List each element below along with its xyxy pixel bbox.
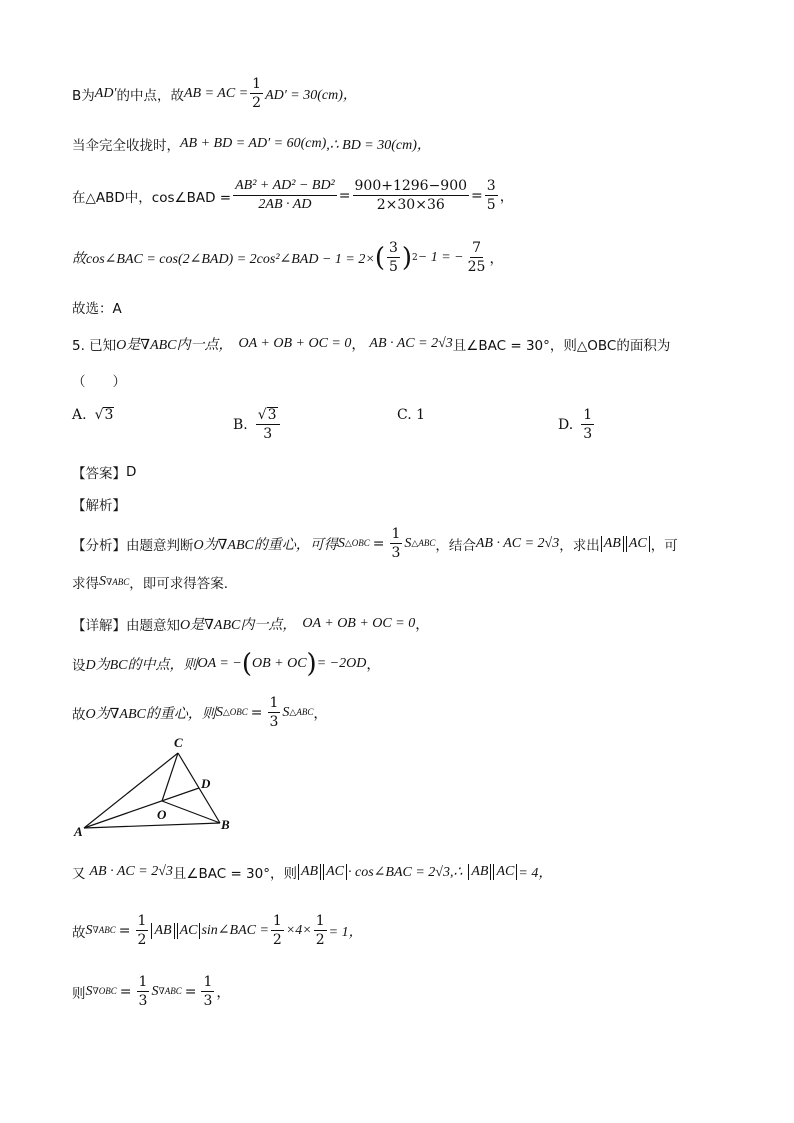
question-number: 5. 已知 — [72, 338, 117, 354]
fraction: $\frac{1}{3}$ — [269, 695, 279, 730]
text: 当伞完全收拢时， — [72, 138, 180, 154]
analysis-label: 【解析】 — [72, 498, 126, 514]
fraction: $\frac{7}{25}$ — [467, 240, 486, 275]
math: ,∴ BD = 30(cm)， — [326, 138, 431, 153]
math: AB + BD = AD′ = 60(cm) — [180, 136, 327, 151]
paren: ) — [401, 242, 413, 273]
analysis-line-2: 求得 S ∇ABC ，即可求得答案. — [72, 574, 229, 592]
math: O是 — [116, 338, 141, 353]
fraction: $\frac{1}{2}$ — [272, 913, 282, 948]
label-b: B — [221, 817, 230, 832]
label-o: O — [157, 807, 167, 822]
question-paren: （ ） — [72, 374, 126, 390]
comma: ， — [499, 188, 514, 205]
line-1 — [72, 76, 357, 111]
label-d: D — [201, 776, 211, 791]
option-a: A. √ 3 — [72, 407, 114, 423]
fraction: $\frac{3}{5}$ — [388, 240, 398, 275]
analysis-line-1: 【分析】由题意判断 O为 ∇ABC的重心，可得 S △OBC = $\frac{1}{3}$ S △ABC ，结合 AB · AC = 2√3 ，求出 AB AC ，可 — [72, 526, 678, 561]
line-2 — [72, 134, 431, 154]
text: B为 — [72, 87, 95, 104]
math: ∇ABC内一点， — [140, 338, 233, 353]
math: AD′ — [94, 85, 117, 101]
fraction: $\frac{\text{AB² + AD² − BD²}}{2AB \cdot AD}$ — [235, 178, 335, 212]
equals: = — [338, 187, 351, 204]
label-c: C — [174, 735, 183, 750]
line-4 — [72, 240, 503, 275]
segment-oc — [162, 753, 178, 801]
detail-line-5: 故 S ∇ABC = $\frac{1}{2}$ AB AC sin∠BAC = $\frac{1}{2}$ ×4× $\frac{1}{2}$ = 1， — [72, 913, 363, 948]
detail-line-2: 设 D为 BC的中点，则 OA = − ( OB + OC ) = −2 OD ， — [72, 649, 381, 679]
answer-label: 【答案】 — [72, 466, 126, 482]
detail-line-1: 【详解】由题意知 O是 ∇ABC内一点， OA + OB + OC = 0 ， — [72, 616, 430, 634]
detail-line-6: 则 S ∇OBC = $\frac{1}{3}$ S ∇ABC = $\frac{1}{3}$ ， — [72, 974, 231, 1009]
answer-value: D — [126, 464, 137, 480]
math: − 1 = − — [417, 249, 464, 265]
fraction: $\frac{3}{5}$ — [486, 178, 496, 213]
vector-equation: OA + OB + OC = 0 — [238, 336, 352, 351]
option-b: B. √ 3 3 — [233, 407, 282, 442]
line-3 — [72, 178, 514, 213]
edge-ab — [84, 823, 220, 828]
comma: ， — [351, 337, 366, 353]
fraction: $\frac{900+1296-900}{2\times 30\times 36}$ — [354, 178, 468, 213]
option-c: C. 1 — [397, 407, 426, 423]
triangle-figure — [72, 733, 242, 838]
option-d: D. $\frac{1}{3}$ — [558, 407, 593, 442]
text: 在△ABD中，cos∠BAD = — [72, 189, 232, 206]
math: AD′ = 30(cm)， — [265, 87, 357, 103]
label-a: A — [74, 824, 83, 838]
fraction: $\frac{1}{3}$ — [138, 974, 148, 1009]
dot-product: AB · AC = 2√3 — [369, 336, 453, 351]
text: 且∠BAC = 30°，则△OBC的面积为 — [452, 338, 671, 354]
text: 的中点，故 — [116, 87, 184, 104]
equals: = — [471, 187, 483, 204]
fraction: $\frac{1}{2}$ — [137, 913, 147, 948]
fraction: $\frac{1}{2}$ — [252, 76, 262, 111]
comma: ， — [489, 250, 504, 267]
math: 故cos∠BAC = cos(2∠BAD) = 2cos²∠BAD − 1 = 2× — [72, 251, 375, 267]
text: 故选：A — [72, 301, 122, 317]
exponent: 2 — [412, 252, 418, 263]
fraction: $\frac{1}{3}$ — [391, 526, 401, 561]
fraction: $\frac{1}{3}$ — [203, 974, 213, 1009]
segment-ob — [162, 801, 220, 823]
line-5 — [72, 297, 122, 317]
fraction: $\frac{1}{2}$ — [315, 913, 325, 948]
answer-line — [72, 462, 136, 482]
paren: ( — [374, 242, 385, 273]
math: AB = AC = — [184, 85, 249, 101]
detail-line-3: 故 O为 ∇ABC的重心，则 S △OBC = $\frac{1}{3}$ S △ABC ， — [72, 695, 328, 730]
detail-line-4: 又 AB · AC = 2√3 且∠BAC = 30°，则 AB AC · cos∠BAC = 2√3,∴ AB AC = 4， — [72, 864, 553, 882]
question-line — [72, 334, 670, 354]
